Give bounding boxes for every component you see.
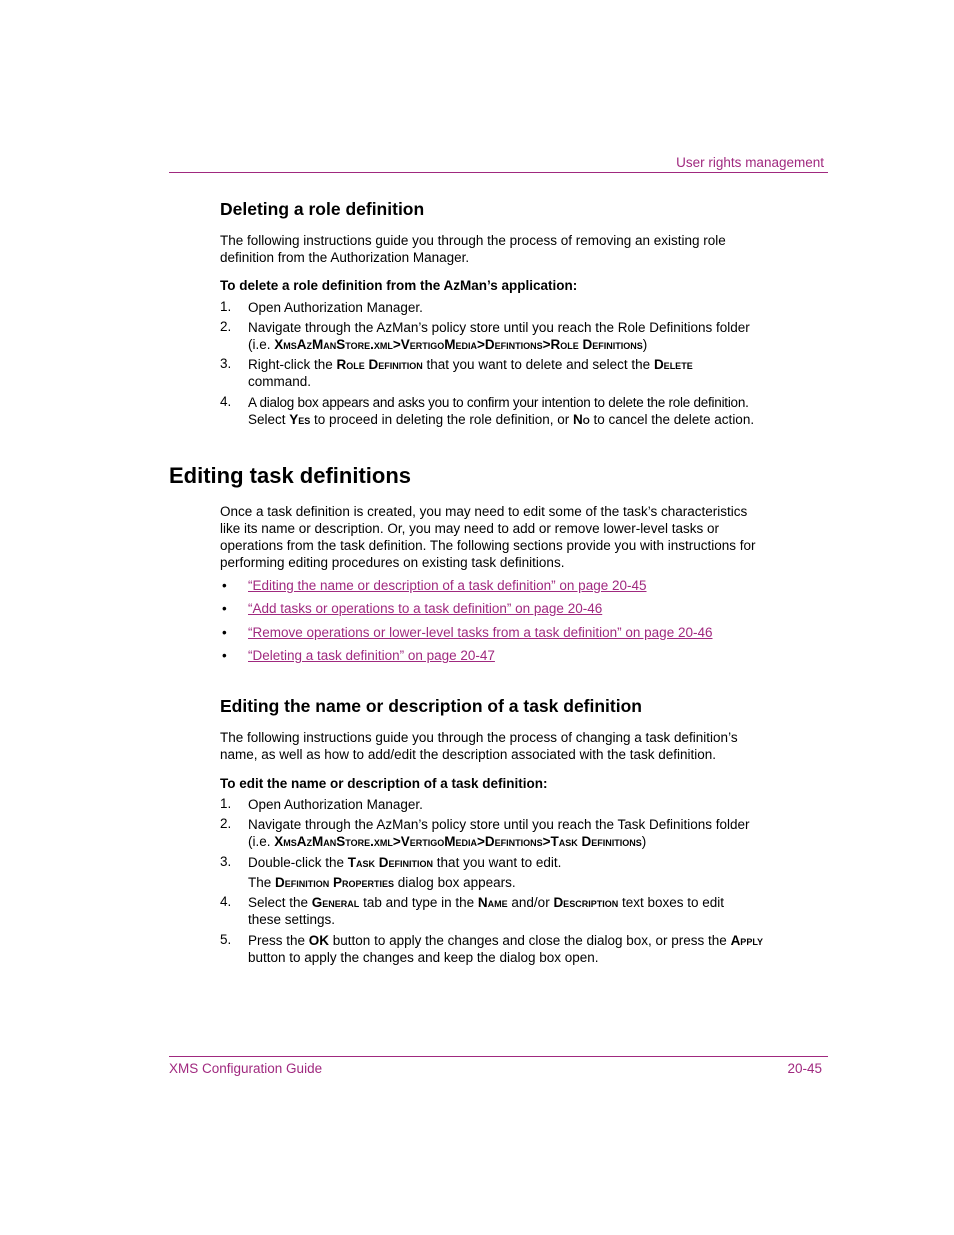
step-line: button to apply the changes and keep the dialog box open.	[248, 950, 599, 965]
heading-editing-task-definitions: Editing task definitions	[169, 463, 412, 488]
step-text	[248, 932, 793, 966]
step-number: 3.	[220, 854, 232, 869]
step-number: 4.	[220, 394, 232, 409]
text-run: (i.e.	[248, 834, 275, 849]
bullet: •	[222, 578, 227, 593]
text-run: Press the	[248, 933, 309, 948]
step-line	[248, 336, 793, 353]
step-line: these settings.	[248, 912, 336, 927]
ui-term: Apply	[730, 933, 763, 948]
intro-paragraph	[220, 729, 790, 763]
ui-term: Task Definition	[347, 855, 434, 870]
ui-term: Role Definition	[336, 357, 423, 372]
intro-line: The following instructions guide you through the process of removing an existing role	[220, 233, 726, 248]
step-line: Navigate through the AzMan’s policy store until you reach the Task Definitions folder	[248, 817, 750, 832]
text-run: and/or	[507, 895, 554, 910]
intro-line: name, as well as how to add/edit the description associated with the task definition.	[220, 747, 717, 762]
ui-term: Delete	[653, 357, 693, 372]
heading-deleting-role: Deleting a role definition	[220, 199, 425, 219]
intro-line: operations from the task definition. The following sections provide you with instructions for	[220, 538, 756, 553]
link-remove-operations[interactable]: “Remove operations or lower-level tasks from a task definition” on page 20-46	[248, 625, 713, 640]
step-line	[248, 874, 793, 891]
step-line: command.	[248, 374, 312, 389]
step-number: 1.	[220, 299, 232, 314]
text-run: that you want to delete and select the	[422, 357, 654, 372]
step-line	[248, 356, 793, 373]
link-editing-name-description[interactable]: “Editing the name or description of a task definition” on page 20-45	[248, 578, 647, 593]
ui-term: General	[311, 895, 360, 910]
procedure-title: To edit the name or description of a task definition:	[220, 776, 548, 791]
ui-path: XmsAzManStore.xml>VertigoMedia>Defintions>Role Definitions	[274, 337, 643, 352]
ui-term: Description	[553, 895, 619, 910]
step-number: 2.	[220, 319, 232, 334]
intro-line: like its name or description. Or, you may need to add or remove lower-level tasks or	[220, 521, 719, 536]
footer-rule	[169, 1056, 828, 1057]
text-run: Double-click the	[248, 855, 348, 870]
step-line	[248, 833, 793, 850]
text-run: (i.e.	[248, 337, 275, 352]
intro-line: Once a task definition is created, you may need to edit some of the task’s characteristics	[220, 504, 748, 519]
text-run: to cancel the delete action.	[589, 412, 755, 427]
text-run: Select the	[248, 895, 312, 910]
running-header: User rights management	[676, 155, 824, 170]
text-run: )	[641, 834, 647, 849]
step-number: 4.	[220, 894, 232, 909]
step-text: Open Authorization Manager.	[248, 300, 423, 315]
bullet: •	[222, 601, 227, 616]
intro-line: definition from the Authorization Manager.	[220, 250, 470, 265]
page-number: 20-45	[787, 1061, 822, 1076]
procedure-title: To delete a role definition from the AzMan’s application:	[220, 278, 578, 293]
bullet: •	[222, 648, 227, 663]
ui-term: OK	[308, 933, 330, 948]
text-run: Select	[248, 412, 290, 427]
ui-term: Name	[477, 895, 508, 910]
step-text: Open Authorization Manager.	[248, 797, 423, 812]
link-deleting-task-definition[interactable]: “Deleting a task definition” on page 20-47	[248, 648, 495, 663]
step-line	[248, 932, 793, 949]
step-text	[248, 894, 793, 928]
step-line	[248, 854, 793, 871]
bullet: •	[222, 625, 227, 640]
step-line	[248, 894, 793, 911]
text-run: that you want to edit.	[433, 855, 562, 870]
step-number: 2.	[220, 816, 232, 831]
intro-paragraph	[220, 232, 790, 266]
intro-paragraph	[220, 503, 790, 571]
step-line	[248, 411, 793, 428]
step-text	[248, 319, 793, 353]
intro-line: performing editing procedures on existing task definitions.	[220, 555, 565, 570]
step-line: Navigate through the AzMan’s policy store until you reach the Role Definitions folder	[248, 320, 750, 335]
step-number: 3.	[220, 356, 232, 371]
step-text	[248, 816, 793, 850]
text-run: The	[248, 875, 276, 890]
step-line: A dialog box appears and asks you to confirm your intention to delete the role definition.	[248, 395, 749, 410]
header-rule	[169, 172, 828, 173]
text-run: )	[642, 337, 648, 352]
heading-editing-name-description: Editing the name or description of a task definition	[220, 696, 642, 716]
text-run: text boxes to edit	[618, 895, 725, 910]
step-text	[248, 356, 793, 390]
footer-title: XMS Configuration Guide	[169, 1061, 323, 1076]
ui-path: XmsAzManStore.xml>VertigoMedia>Defintions>Task Definitions	[274, 834, 642, 849]
intro-line: The following instructions guide you through the process of changing a task definition’s	[220, 730, 738, 745]
ui-term: Yes	[289, 412, 311, 427]
step-text	[248, 854, 793, 891]
ui-term: Definition Properties	[275, 875, 395, 890]
ui-term: No	[572, 412, 590, 427]
text-run: button to apply the changes and close the dialog box, or press the	[329, 933, 731, 948]
text-run: Right-click the	[248, 357, 337, 372]
text-run: dialog box appears.	[394, 875, 516, 890]
link-add-tasks-operations[interactable]: “Add tasks or operations to a task definition” on page 20-46	[248, 601, 603, 616]
text-run: tab and type in the	[359, 895, 478, 910]
step-text	[248, 394, 793, 428]
step-number: 5.	[220, 932, 232, 947]
text-run: to proceed in deleting the role definition, or	[310, 412, 573, 427]
step-number: 1.	[220, 796, 232, 811]
